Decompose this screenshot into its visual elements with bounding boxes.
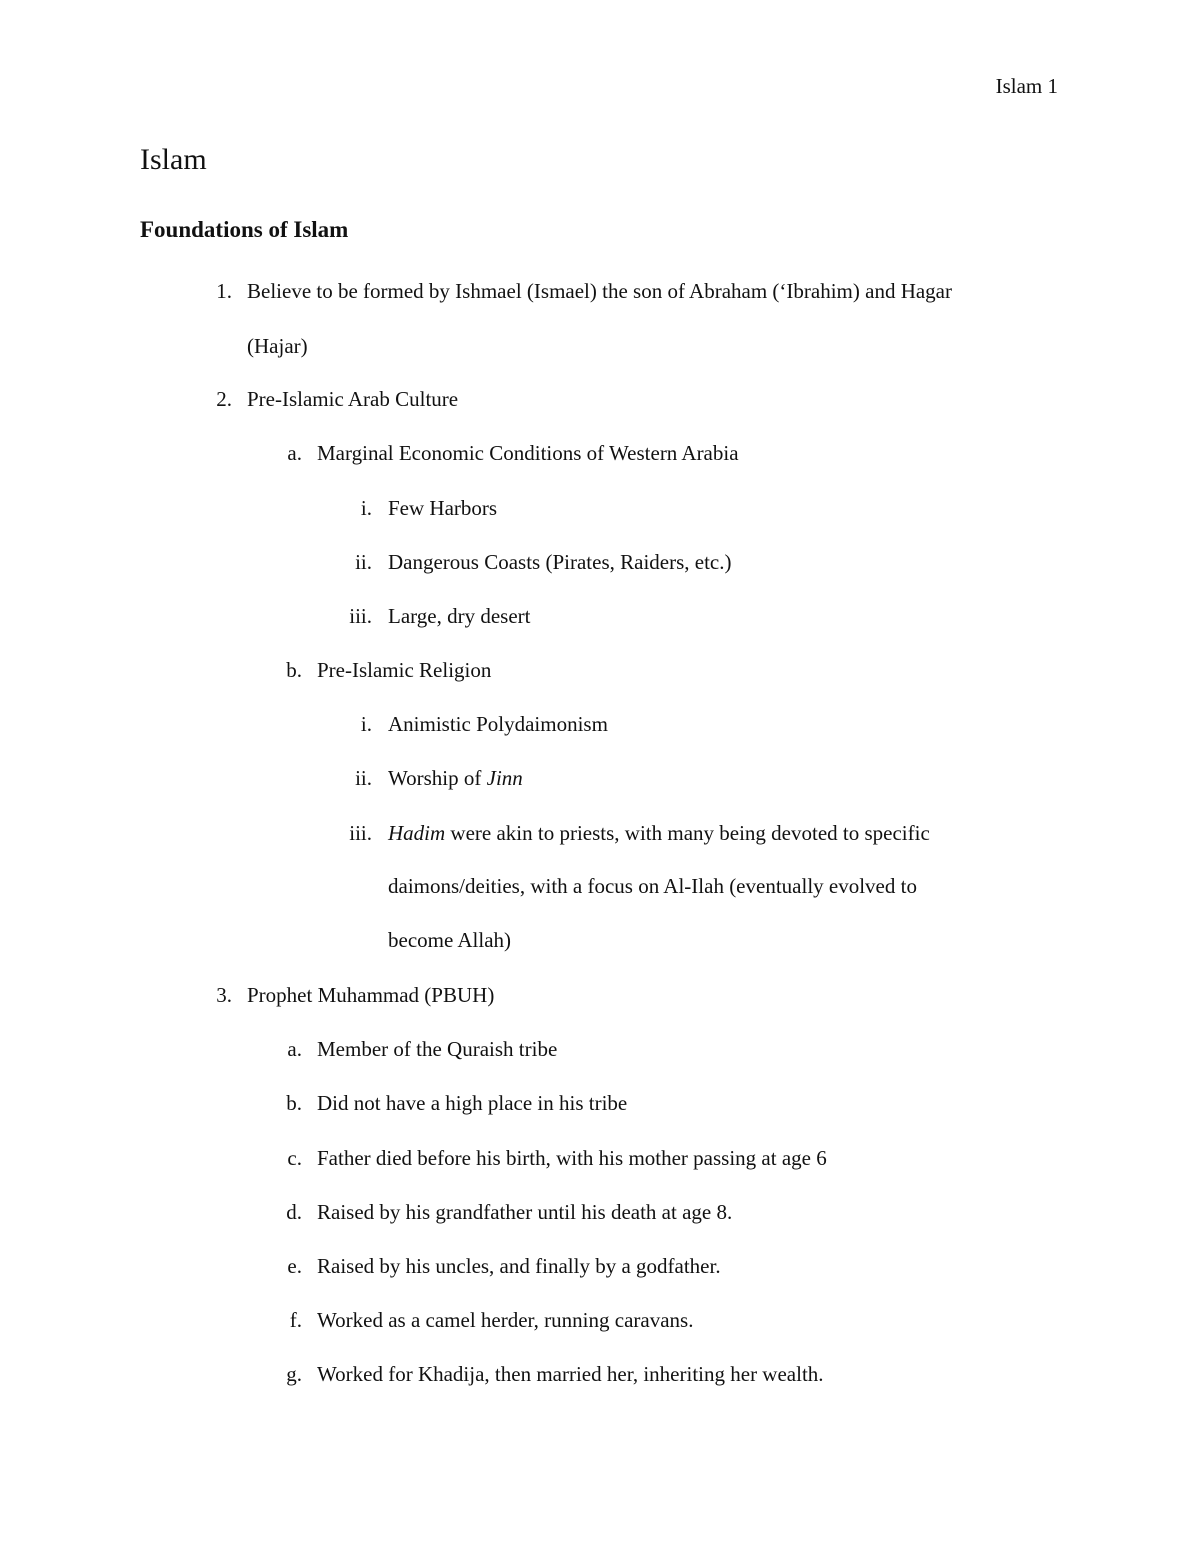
document-title: Islam bbox=[140, 143, 207, 176]
section-heading: Foundations of Islam bbox=[140, 217, 349, 242]
list-item-3a: Member of the Quraish tribe bbox=[317, 1037, 558, 1061]
list-item-3c: Father died before his birth, with his mother passing at age 6 bbox=[317, 1146, 827, 1170]
list-marker-3g: g. bbox=[286, 1362, 302, 1386]
list-item-3f: Worked as a camel herder, running caravans. bbox=[317, 1308, 694, 1332]
list-item-3: Prophet Muhammad (PBUH) bbox=[247, 983, 495, 1007]
list-item-3e: Raised by his uncles, and finally by a godfather. bbox=[317, 1254, 721, 1278]
list-item-2b-i: Animistic Polydaimonism bbox=[388, 712, 608, 736]
list-item-2b-ii-text: Worship of bbox=[388, 766, 487, 790]
list-marker-2: 2. bbox=[216, 387, 232, 411]
list-marker-2b: b. bbox=[286, 658, 302, 682]
list-marker-3: 3. bbox=[216, 983, 232, 1007]
list-marker-3a: a. bbox=[287, 1037, 302, 1061]
list-item-1-line-2: (Hajar) bbox=[247, 334, 308, 358]
list-item-3g: Worked for Khadija, then married her, inheriting her wealth. bbox=[317, 1362, 824, 1386]
list-item-2b-iii-line-3: become Allah) bbox=[388, 928, 512, 952]
hadim-term: Hadim bbox=[388, 821, 446, 845]
list-marker-2a: a. bbox=[287, 441, 302, 465]
list-marker-3d: d. bbox=[286, 1200, 302, 1224]
list-item-2b-ii bbox=[388, 764, 523, 792]
list-marker-2b-iii: iii. bbox=[349, 821, 372, 845]
list-item-1-line-1: Believe to be formed by Ishmael (Ismael) the son of Abraham (‘Ibrahim) and Hagar bbox=[247, 279, 952, 303]
list-marker-2b-i: i. bbox=[360, 712, 372, 736]
list-item-2: Pre-Islamic Arab Culture bbox=[247, 387, 459, 411]
running-header: Islam 1 bbox=[995, 74, 1058, 98]
list-item-2a-i: Few Harbors bbox=[388, 496, 498, 520]
list-item-2a-iii: Large, dry desert bbox=[388, 604, 531, 628]
list-marker-3c: c. bbox=[287, 1146, 302, 1170]
list-marker-2a-ii: ii. bbox=[355, 550, 372, 574]
list-marker-1: 1. bbox=[216, 279, 232, 303]
list-item-2b: Pre-Islamic Religion bbox=[317, 658, 492, 682]
list-item-2a: Marginal Economic Conditions of Western Arabia bbox=[317, 441, 739, 465]
list-marker-2b-ii: ii. bbox=[355, 766, 372, 790]
list-item-2b-iii-text: were akin to priests, with many being devoted to specific bbox=[445, 821, 930, 845]
list-item-3d: Raised by his grandfather until his death at age 8. bbox=[317, 1200, 733, 1224]
list-marker-2a-i: i. bbox=[360, 496, 372, 520]
list-marker-3b: b. bbox=[286, 1091, 302, 1115]
list-marker-2a-iii: iii. bbox=[349, 604, 372, 628]
list-item-2b-iii-line-1 bbox=[388, 819, 930, 847]
jinn-term: Jinn bbox=[486, 766, 523, 790]
list-marker-3f: f. bbox=[289, 1308, 302, 1332]
list-marker-3e: e. bbox=[287, 1254, 302, 1278]
list-item-2a-ii: Dangerous Coasts (Pirates, Raiders, etc.) bbox=[388, 550, 732, 574]
list-item-2b-iii-line-2: daimons/deities, with a focus on Al-Ilah (eventually evolved to bbox=[388, 874, 917, 898]
list-item-3b: Did not have a high place in his tribe bbox=[317, 1091, 628, 1115]
